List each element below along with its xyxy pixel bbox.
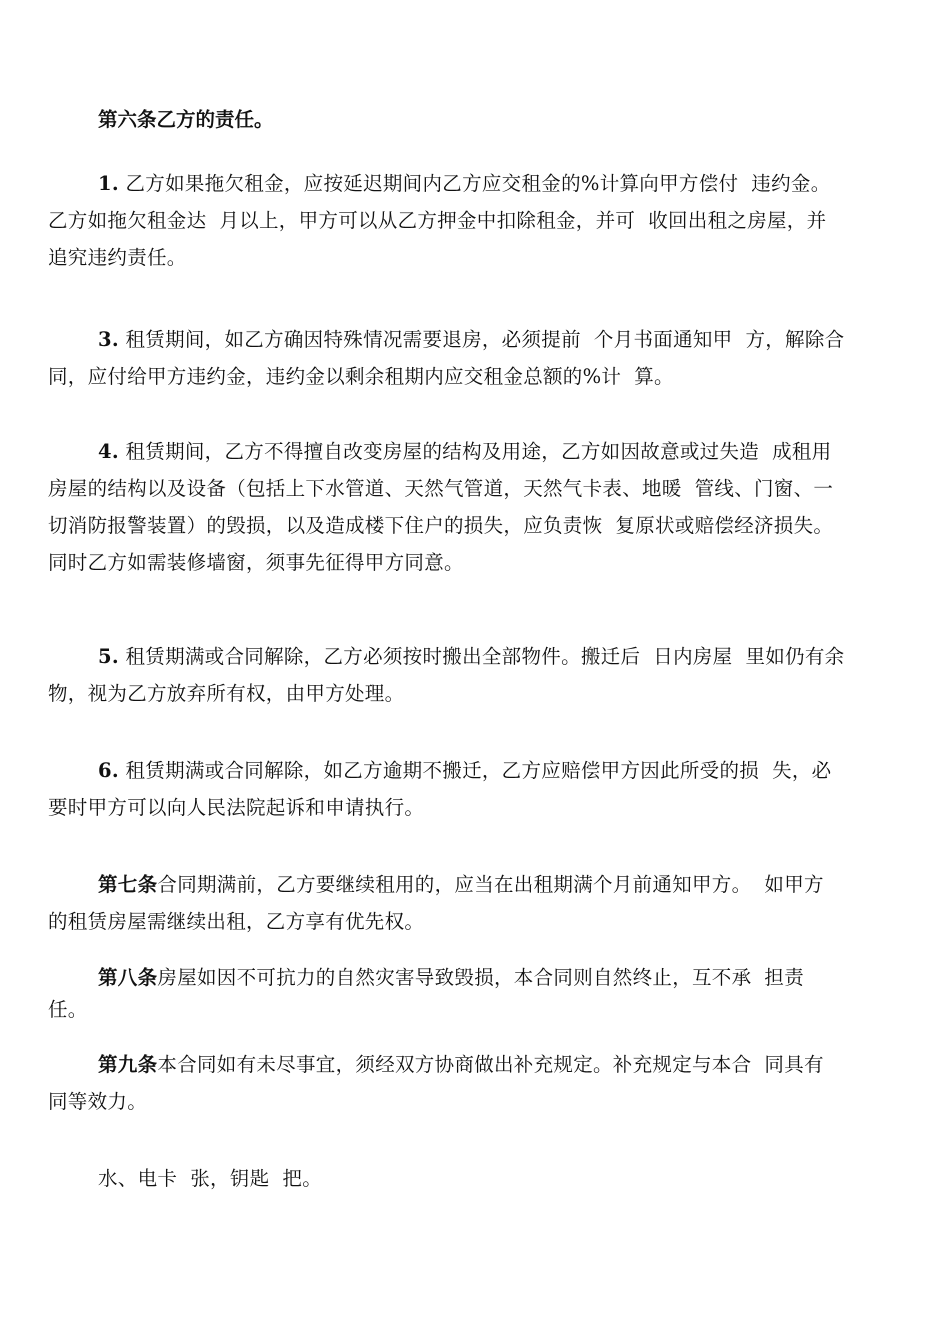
clause-text-line: 租赁期满或合同解除，乙方必须按时搬出全部物件。搬迁后 日内房屋 里如仍有余 (118, 645, 845, 668)
article-text-line: 任。 (48, 998, 88, 1021)
article-text-line: 的租赁房屋需继续出租，乙方享有优先权。 (48, 910, 425, 933)
clause-number: 3. (98, 328, 119, 351)
clause-4 (48, 433, 900, 581)
keys-note-text: 水、电卡 张，钥匙 把。 (98, 1167, 322, 1190)
clause-3 (48, 321, 900, 395)
clause-number: 5. (98, 645, 119, 668)
clause-text-line: 乙方如拖欠租金达 月以上，甲方可以从乙方押金中扣除租金，并可 收回出租之房屋，并 (48, 209, 827, 232)
article-9 (48, 1046, 900, 1120)
article-label: 第八条 (98, 966, 158, 989)
article-label: 第九条 (98, 1053, 158, 1076)
clause-text-line: 切消防报警装置）的毁损，以及造成楼下住户的损失，应负责恢 复原状或赔偿经济损失。 (48, 514, 834, 537)
article-8 (48, 962, 900, 1026)
clause-text-line: 要时甲方可以向人民法院起诉和申请执行。 (48, 796, 425, 819)
clause-text-line: 物，视为乙方放弃所有权，由甲方处理。 (48, 682, 405, 705)
article-text-line: 本合同如有未尽事宜，须经双方协商做出补充规定。补充规定与本合 同具有 (157, 1053, 824, 1076)
clause-6 (48, 752, 900, 826)
clause-5 (48, 638, 900, 712)
clause-number: 1. (98, 172, 119, 195)
clause-number: 4. (98, 440, 119, 463)
clause-text-line: 同时乙方如需装修墙窗，须事先征得甲方同意。 (48, 551, 464, 574)
clause-text-line: 追究违约责任。 (48, 246, 187, 269)
article-7 (48, 866, 900, 940)
section-heading: 第六条乙方的责任。 (98, 108, 274, 131)
article-text-line: 同等效力。 (48, 1090, 148, 1113)
clause-text-line: 同，应付给甲方违约金，违约金以剩余租期内应交租金总额的%计 算。 (48, 365, 674, 388)
clause-text-line: 租赁期满或合同解除，如乙方逾期不搬迁，乙方应赔偿甲方因此所受的损 失，必 (118, 759, 832, 782)
article-label: 第七条 (98, 873, 158, 896)
article-text-line: 房屋如因不可抗力的自然灾害导致毁损，本合同则自然终止，互不承 担责 (157, 966, 805, 989)
article-text-line: 合同期满前，乙方要继续租用的，应当在出租期满个月前通知甲方。 如甲方 (157, 873, 824, 896)
clause-text-line: 房屋的结构以及设备（包括上下水管道、天然气管道，天然气卡表、地暖 管线、门窗、一 (48, 477, 834, 500)
clause-text-line: 租赁期间，如乙方确因特殊情况需要退房，必须提前 个月书面通知甲 方，解除合 (118, 328, 845, 351)
clause-1 (48, 165, 900, 276)
clause-number: 6. (98, 759, 119, 782)
clause-text-line: 乙方如果拖欠租金，应按延迟期间内乙方应交租金的%计算向甲方偿付 违约金。 (118, 172, 831, 195)
keys-note (48, 1160, 900, 1197)
clause-text-line: 租赁期间，乙方不得擅自改变房屋的结构及用途，乙方如因故意或过失造 成租用 (118, 440, 832, 463)
